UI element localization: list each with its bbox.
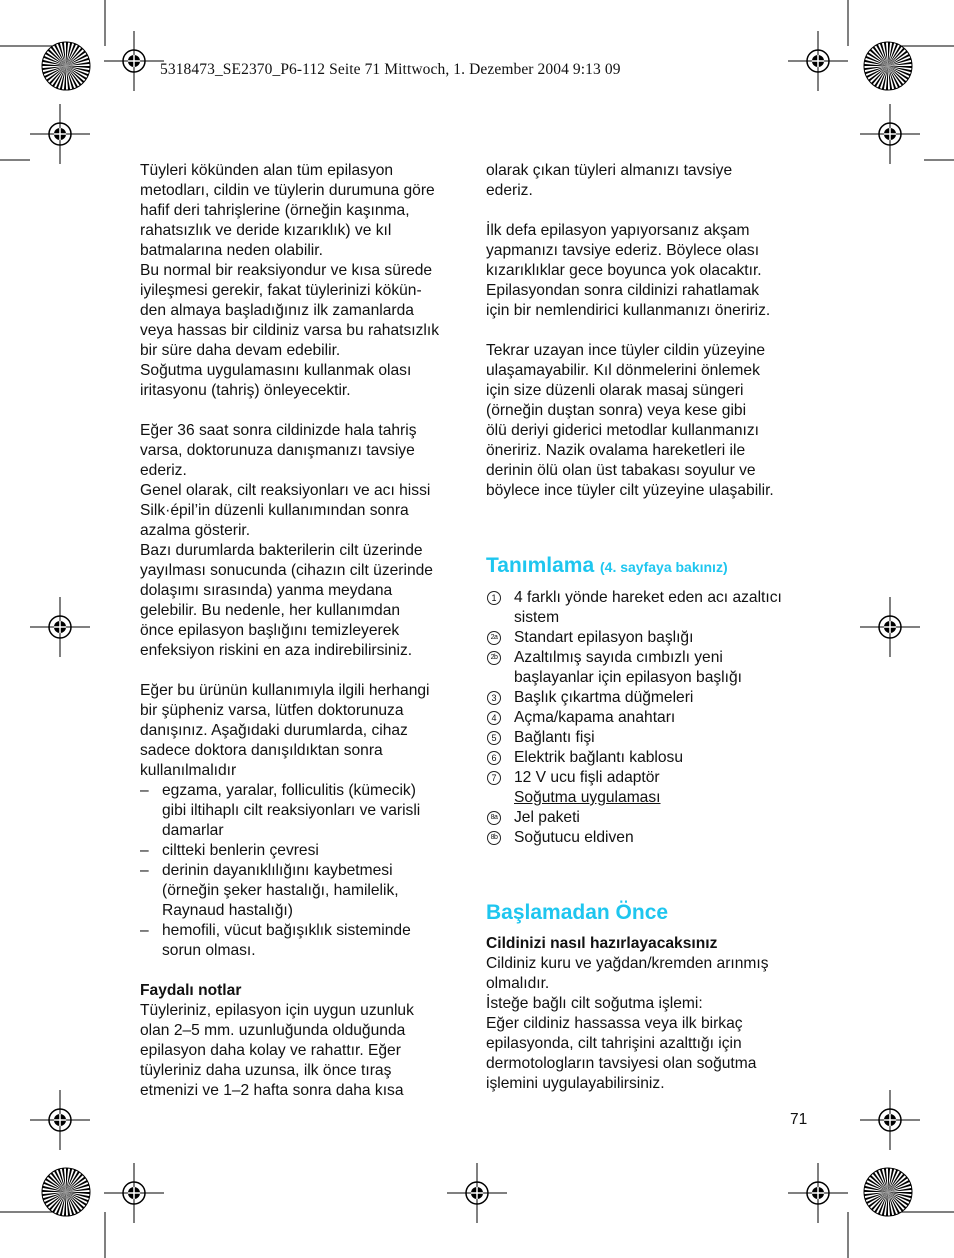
text-line: Tüyleriniz, epilasyon için uygun uzunluk	[140, 1002, 414, 1019]
text-line: varsa, doktorunuza danışmanızı tavsiye	[140, 442, 415, 459]
text-line: gibi iltihaplı cilt reaksiyonları ve varisli	[162, 802, 421, 819]
prep-title: Cildinizi nasıl hazırlayacaksınız	[486, 935, 718, 952]
text-line: yapmanızı tavsiye ederiz. Böylece olası	[486, 242, 760, 259]
heading-description-text: Tanımlama	[486, 554, 595, 577]
text-line: dolaşımı sırasında) yanma meydana	[140, 582, 393, 599]
text-line: için bir nemlendirici kullanmanızı öneririz.	[486, 302, 771, 319]
part-item	[486, 588, 821, 628]
right-para-3	[486, 341, 821, 501]
text-line: öneririz. Nazik ovalama hareketleri ile	[486, 442, 746, 459]
heading-description-ref: (4. sayfaya bakınız)	[600, 559, 728, 575]
text-line: Soğutma uygulamasını kullanmak olası	[140, 362, 412, 379]
text-line: Açma/kapama anahtarı	[514, 709, 676, 726]
text-line: için size düzenli olarak masaj süngeri	[486, 382, 744, 399]
text-line: Bu normal bir reaksiyondur ve kısa sürede	[140, 262, 433, 279]
text-line: Jel paketi	[514, 809, 580, 826]
text-line: danışınız. Aşağıdaki durumlarda, cihaz	[140, 722, 408, 739]
text-line: İsteğe bağlı cilt soğutma işlemi:	[486, 995, 703, 1012]
list-item	[140, 841, 470, 861]
part-item	[486, 708, 821, 728]
list-item	[140, 921, 470, 961]
section-heading-description	[486, 553, 821, 580]
text-line: Azaltılmış sayıda cımbızlı yeni	[514, 649, 723, 666]
dash-bullet: –	[140, 842, 149, 859]
circled-number-icon: 6	[487, 751, 501, 765]
parts-list	[486, 588, 821, 788]
text-line: (örneğin şeker hastalığı, hamilelik,	[162, 882, 399, 899]
text-line: metodları, cildin ve tüylerin durumuna göre	[140, 182, 435, 199]
text-line: Soğutucu eldiven	[514, 829, 634, 846]
text-line: böylece ince tüyler cilt yüzeyine ulaşabilir.	[486, 482, 774, 499]
text-line: enfeksiyon riskini en aza indirebilirsiniz.	[140, 642, 413, 659]
left-para-3	[140, 681, 470, 781]
list-item	[140, 781, 470, 841]
text-line: etmenizi ve 1–2 hafta sonra daha kısa	[140, 1082, 404, 1099]
part-item	[486, 808, 821, 828]
dash-bullet: –	[140, 782, 149, 799]
text-line: Standart epilasyon başlığı	[514, 629, 694, 646]
text-line: Tekrar uzayan ince tüyler cildin yüzeyine	[486, 342, 766, 359]
text-line: azalma gösterir.	[140, 522, 251, 539]
text-line: sadece doktora danışıldıktan sonra	[140, 742, 383, 759]
contraindication-list	[140, 781, 470, 961]
text-line: İlk defa epilasyon yapıyorsanız akşam	[486, 222, 750, 239]
circled-number-icon: 4	[487, 711, 501, 725]
text-line: olarak çıkan tüyleri almanızı tavsiye	[486, 162, 733, 179]
text-line: Bağlantı fişi	[514, 729, 595, 746]
section-heading-before-start: Başlamadan Önce	[486, 901, 669, 924]
text-line: 4 farklı yönde hareket eden acı azaltıcı	[514, 589, 782, 606]
left-para-2	[140, 421, 470, 661]
circled-number-icon: 5	[487, 731, 501, 745]
right-para-2	[486, 221, 821, 321]
circled-number-icon: 8b	[487, 831, 501, 845]
text-line: iritasyonu (tahriş) önleyecektir.	[140, 382, 351, 399]
part-item	[486, 748, 821, 768]
text-line: rahatsızlık ve deride kızarıklık) ve kıl	[140, 222, 392, 239]
text-line: Silk·épil’in düzenli kullanımından sonra	[140, 502, 409, 519]
circled-number-icon: 7	[487, 771, 501, 785]
text-line: (örneğin duştan sonra) veya kese gibi	[486, 402, 747, 419]
text-line: Tüyleri kökünden alan tüm epilasyon	[140, 162, 394, 179]
list-item	[140, 861, 470, 921]
text-line: olan 2–5 mm. uzunluğunda olduğunda	[140, 1022, 406, 1039]
right-para-1	[486, 161, 821, 201]
text-line: başlayanlar için epilasyon başlığı	[514, 669, 742, 686]
dash-bullet: –	[140, 862, 149, 879]
text-line: hafif deri tahrişlerine (örneğin kaşınma,	[140, 202, 410, 219]
text-line: Genel olarak, cilt reaksiyonları ve acı hissi	[140, 482, 431, 499]
text-line: Eğer cildiniz hassassa veya ilk birkaç	[486, 1015, 743, 1032]
circled-number-icon: 1	[487, 591, 501, 605]
text-line: tüyleriniz daha uzunsa, ilk önce tıraş	[140, 1062, 392, 1079]
text-line: işlemini uygulayabilirsiniz.	[486, 1075, 665, 1092]
circled-number-icon: 2a	[487, 631, 501, 645]
part-item	[486, 688, 821, 708]
text-line: iyileşmesi gerekir, fakat tüylerinizi kökün-	[140, 282, 422, 299]
text-line: ederiz.	[486, 182, 533, 199]
text-line: den almaya başladığınız ilk zamanlarda	[140, 302, 414, 319]
text-line: Raynaud hastalığı)	[162, 902, 293, 919]
text-line: gelebilir. Bu nedenle, her kullanımdan	[140, 602, 401, 619]
text-line: damarlar	[162, 822, 224, 839]
notes-text	[140, 1001, 470, 1101]
cooling-title: Soğutma uygulaması	[514, 789, 661, 806]
text-line: ciltteki benlerin çevresi	[162, 842, 319, 859]
part-item	[486, 828, 821, 848]
text-line: derinin dayanıklılığını kaybetmesi	[162, 862, 393, 879]
text-line: kızarıklıklar gece boyunca yok olacaktır.	[486, 262, 762, 279]
text-line: dermotologların tavsiyesi olan soğutma	[486, 1055, 757, 1072]
text-line: olmalıdır.	[486, 975, 550, 992]
print-header: 5318473_SE2370_P6-112 Seite 71 Mittwoch, 1. Dezember 2004 9:13 09	[160, 61, 621, 78]
dash-bullet: –	[140, 922, 149, 939]
part-item	[486, 628, 821, 648]
text-line: epilasyonda, cilt tahrişini azalttığı için	[486, 1035, 742, 1052]
text-line: yayılması sonucunda (cihazın cilt üzerinde	[140, 562, 433, 579]
text-line: Bazı durumlarda bakterilerin cilt üzerinde	[140, 542, 423, 559]
circled-number-icon: 8a	[487, 811, 501, 825]
text-line: sorun olması.	[162, 942, 256, 959]
part-item	[486, 648, 821, 688]
text-line: önce epilasyon başlığını temizleyerek	[140, 622, 400, 639]
text-line: epilasyon daha kolay ve rahattır. Eğer	[140, 1042, 401, 1059]
text-line: egzama, yaralar, folliculitis (kümecik)	[162, 782, 416, 799]
right-column	[486, 161, 821, 1094]
text-line: Epilasyondan sonra cildinizi rahatlamak	[486, 282, 760, 299]
circled-number-icon: 2b	[487, 651, 501, 665]
text-line: Eğer 36 saat sonra cildinizde hala tahriş	[140, 422, 417, 439]
left-column	[140, 161, 470, 1101]
text-line: Cildiniz kuru ve yağdan/kremden arınmış	[486, 955, 769, 972]
notes-title: Faydalı notlar	[140, 982, 242, 999]
left-para-1	[140, 161, 470, 401]
text-line: hemofili, vücut bağışıklık sisteminde	[162, 922, 411, 939]
text-line: ederiz.	[140, 462, 187, 479]
text-line: bir şüpheniz varsa, lütfen doktorunuza	[140, 702, 404, 719]
cooling-parts-list	[486, 808, 821, 848]
text-line: derinin ölü olan üst tabakası soyulur ve	[486, 462, 756, 479]
part-item	[486, 768, 821, 788]
text-line: sistem	[514, 609, 560, 626]
prep-text	[486, 954, 821, 1094]
text-line: bir süre daha devam edebilir.	[140, 342, 341, 359]
text-line: batmalarına neden olabilir.	[140, 242, 323, 259]
text-line: Eğer bu ürünün kullanımıyla ilgili herhangi	[140, 682, 430, 699]
circled-number-icon: 3	[487, 691, 501, 705]
text-line: ölü deriyi giderici metodlar kullanmanızı	[486, 422, 760, 439]
text-line: Elektrik bağlantı kablosu	[514, 749, 684, 766]
text-line: 12 V ucu fişli adaptör	[514, 769, 660, 786]
text-line: ulaşamayabilir. Kıl dönmelerini önlemek	[486, 362, 760, 379]
page-number: 71	[790, 1111, 808, 1128]
text-line: veya hassas bir cildiniz varsa bu rahatsızlık	[140, 322, 440, 339]
text-line: Başlık çıkartma düğmeleri	[514, 689, 694, 706]
text-line: kullanılmalıdır	[140, 762, 237, 779]
part-item	[486, 728, 821, 748]
